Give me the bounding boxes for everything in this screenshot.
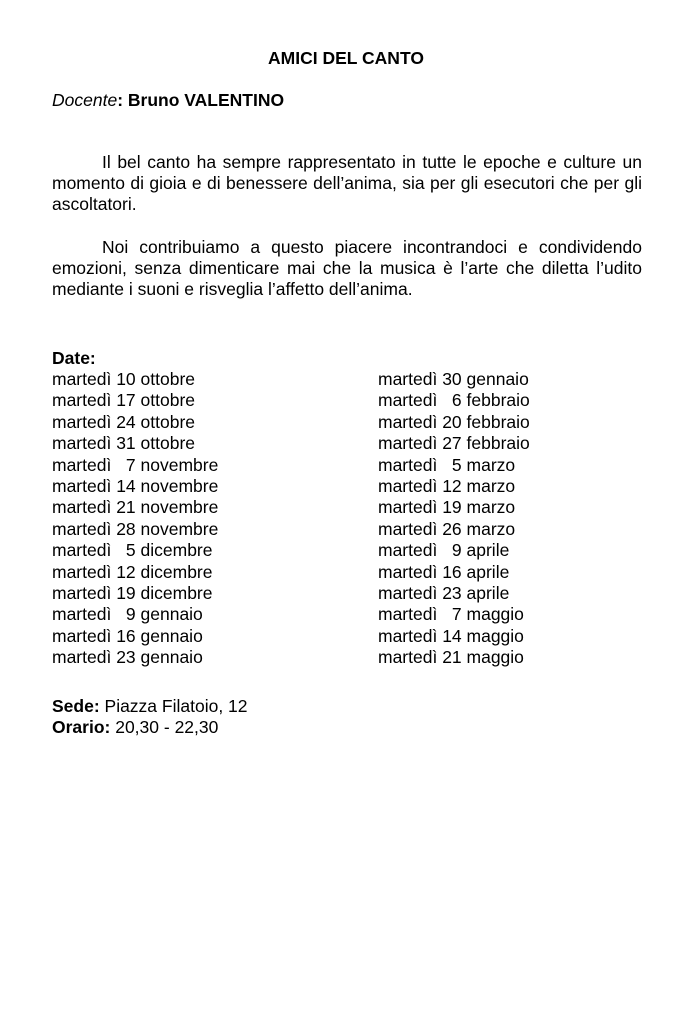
- date-item: martedì 12 dicembre: [52, 561, 213, 582]
- date-item: martedì 10 ottobre: [52, 369, 195, 389]
- date-item: martedì 12 marzo: [378, 475, 516, 496]
- date-item: martedì 24 ottobre: [52, 411, 195, 432]
- dates-list-left: [52, 369, 218, 668]
- dates-list-right: [378, 369, 530, 668]
- venue-value: Piazza Filatoio, 12: [99, 696, 248, 716]
- date-item: martedì 7 novembre: [52, 454, 219, 475]
- mission-paragraph: Noi contribuiamo a questo piacere incontrandoci e condividendo emozioni, senza dimenticare mai che la musica è l’arte che diletta l’udito mediante i suoni e risveglia l’affetto dell’anima.: [52, 236, 642, 300]
- schedule-label: Orario:: [52, 717, 111, 737]
- date-item: martedì 7 maggio: [378, 604, 524, 625]
- date-item: martedì 27 febbraio: [378, 433, 530, 454]
- date-item: martedì 19 dicembre: [52, 582, 213, 603]
- date-item: martedì 9 aprile: [378, 540, 510, 561]
- schedule-value: 20,30 - 22,30: [110, 717, 219, 737]
- venue-line: [52, 696, 248, 717]
- date-item: martedì 17 ottobre: [52, 390, 195, 411]
- venue-label: Sede:: [52, 696, 100, 716]
- date-item: martedì 9 gennaio: [52, 604, 203, 625]
- date-item: martedì 26 marzo: [378, 518, 516, 539]
- date-item: martedì 23 aprile: [378, 582, 510, 603]
- date-item: martedì 16 gennaio: [52, 625, 203, 646]
- date-item: martedì 5 marzo: [378, 454, 516, 475]
- date-item: martedì 31 ottobre: [52, 433, 195, 454]
- teacher-label: Docente: [52, 90, 118, 110]
- date-item: martedì 23 gennaio: [52, 647, 203, 668]
- date-item: martedì 19 marzo: [378, 497, 516, 518]
- dates-heading: Date:: [52, 348, 96, 368]
- date-item: martedì 14 maggio: [378, 625, 524, 646]
- date-item: martedì 16 aprile: [378, 561, 510, 582]
- date-item: martedì 6 febbraio: [378, 390, 530, 411]
- date-item: martedì 21 novembre: [52, 497, 219, 518]
- intro-paragraph: Il bel canto ha sempre rappresentato in tutte le epoche e culture un momento di gioia e di benessere dell’anima, sia per gli esecutori che per gli ascoltatori.: [52, 151, 642, 215]
- teacher-line: [52, 90, 284, 111]
- schedule-line: [52, 717, 218, 738]
- date-item: martedì 20 febbraio: [378, 411, 530, 432]
- date-item: martedì 21 maggio: [378, 647, 524, 668]
- teacher-name: Bruno VALENTINO: [127, 90, 285, 110]
- document-title: AMICI DEL CANTO: [268, 48, 424, 68]
- date-item: martedì 30 gennaio: [378, 369, 529, 389]
- date-item: martedì 5 dicembre: [52, 540, 213, 561]
- date-item: martedì 14 novembre: [52, 475, 219, 496]
- date-item: martedì 28 novembre: [52, 518, 219, 539]
- teacher-separator: :: [117, 90, 128, 110]
